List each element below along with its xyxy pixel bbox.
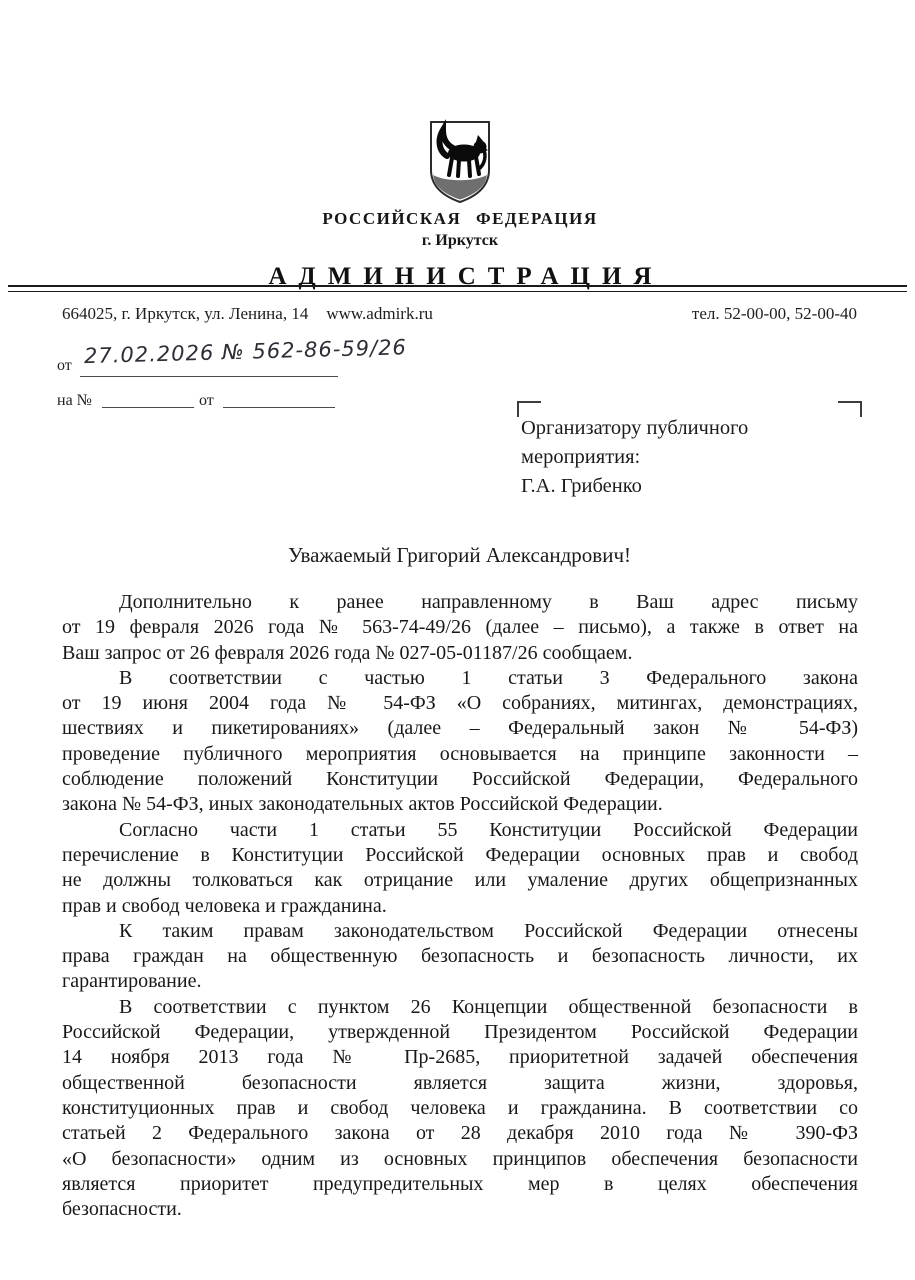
body-line: права граждан на общественную безопасность и безопасность личности, их xyxy=(62,945,858,968)
body-line: К таким правам законодательством Российской Федерации отнесены xyxy=(119,919,858,942)
postal-address: 664025, г. Иркутск, ул. Ленина, 14 xyxy=(62,304,309,323)
body-line: закона № 54-ФЗ, иных законодательных актов Российской Федерации. xyxy=(62,793,663,816)
body-line: «О безопасности» одним из основных принципов обеспечения безопасности xyxy=(62,1147,858,1170)
body-line: от 19 июня 2004 года № 54-ФЗ «О собраниях, митингах, демонстрациях, xyxy=(62,692,858,715)
body-line: проведение публичного мероприятия основывается на принципе законности – xyxy=(62,742,858,765)
body-line: В соответствии с пунктом 26 Концепции общественной безопасности в xyxy=(119,995,858,1018)
outgoing-ref-label: от xyxy=(57,357,72,374)
contacts-left xyxy=(62,304,433,324)
body-line: является приоритет предупредительных мер в целях обеспечения xyxy=(62,1172,858,1195)
letterhead-country: РОССИЙСКАЯ ФЕДЕРАЦИЯ xyxy=(322,209,598,228)
body-line: соблюдение положений Конституции Российской Федерации, Федерального xyxy=(62,768,858,791)
outgoing-ref-underline xyxy=(80,376,338,377)
body-line: перечисление в Конституции Российской Федерации основных прав и свобод xyxy=(62,843,858,866)
incoming-ref-from-underline xyxy=(223,407,335,408)
body-line: шествиях и пикетированиях» (далее – Федеральный закон № 54-ФЗ) xyxy=(62,717,858,740)
outgoing-ref-handwritten: 27.02.2026 № 562-86-59/26 xyxy=(83,335,408,369)
contacts-row xyxy=(62,304,857,324)
letterhead-city: г. Иркутск xyxy=(421,232,499,249)
phone-numbers: тел. 52-00-00, 52-00-40 xyxy=(691,304,857,323)
incoming-ref-no-underline xyxy=(102,407,194,408)
salutation: Уважаемый Григорий Александрович! xyxy=(287,543,632,567)
body-line: Ваш запрос от 26 февраля 2026 года № 027-05-01187/26 сообщаем. xyxy=(62,641,633,664)
incoming-ref-no-label: на № xyxy=(57,392,92,409)
irkutsk-coat-of-arms-icon xyxy=(426,118,494,206)
body-line: Дополнительно к ранее направленному в Ваш адрес письму xyxy=(119,591,858,613)
body-line: гарантирование. xyxy=(62,970,202,993)
recipient-corner-mark-right xyxy=(838,401,862,417)
letter-body xyxy=(62,590,858,1222)
body-line: не должны толковаться как отрицание или умаление других общепризнанных xyxy=(62,869,858,892)
body-line: общественной безопасности является защита жизни, здоровья, xyxy=(62,1071,858,1094)
letterhead xyxy=(60,118,860,291)
body-line: В соответствии с частью 1 статьи 3 Федерального закона xyxy=(119,666,858,689)
body-line: Согласно части 1 статьи 55 Конституции Российской Федерации xyxy=(119,818,858,841)
recipient-block xyxy=(521,414,831,501)
organization-title: АДМИНИСТРАЦИЯ xyxy=(268,263,664,290)
body-line: от 19 февраля 2026 года № 563-74-49/26 (далее – письмо), а также в ответ на xyxy=(62,616,858,639)
recipient-line: Организатору публичного xyxy=(521,417,749,439)
recipient-line: мероприятия: xyxy=(521,446,641,468)
body-line: Российской Федерации, утвержденной Президентом Российской Федерации xyxy=(62,1021,858,1044)
body-line: статьей 2 Федерального закона от 28 декабря 2010 года № 390-ФЗ xyxy=(62,1122,858,1145)
body-line: 14 ноября 2013 года № Пр-2685, приоритетной задачей обеспечения xyxy=(62,1046,858,1069)
letterhead-divider xyxy=(8,285,907,292)
incoming-ref-from-label: от xyxy=(199,392,214,409)
body-line: конституционных прав и свобод человека и гражданина. В соответствии со xyxy=(62,1096,858,1119)
website-url: www.admirk.ru xyxy=(326,304,433,323)
body-line: безопасности. xyxy=(62,1198,182,1221)
recipient-line: Г.А. Грибенко xyxy=(521,475,642,497)
body-line: прав и свобод человека и гражданина. xyxy=(62,894,387,917)
